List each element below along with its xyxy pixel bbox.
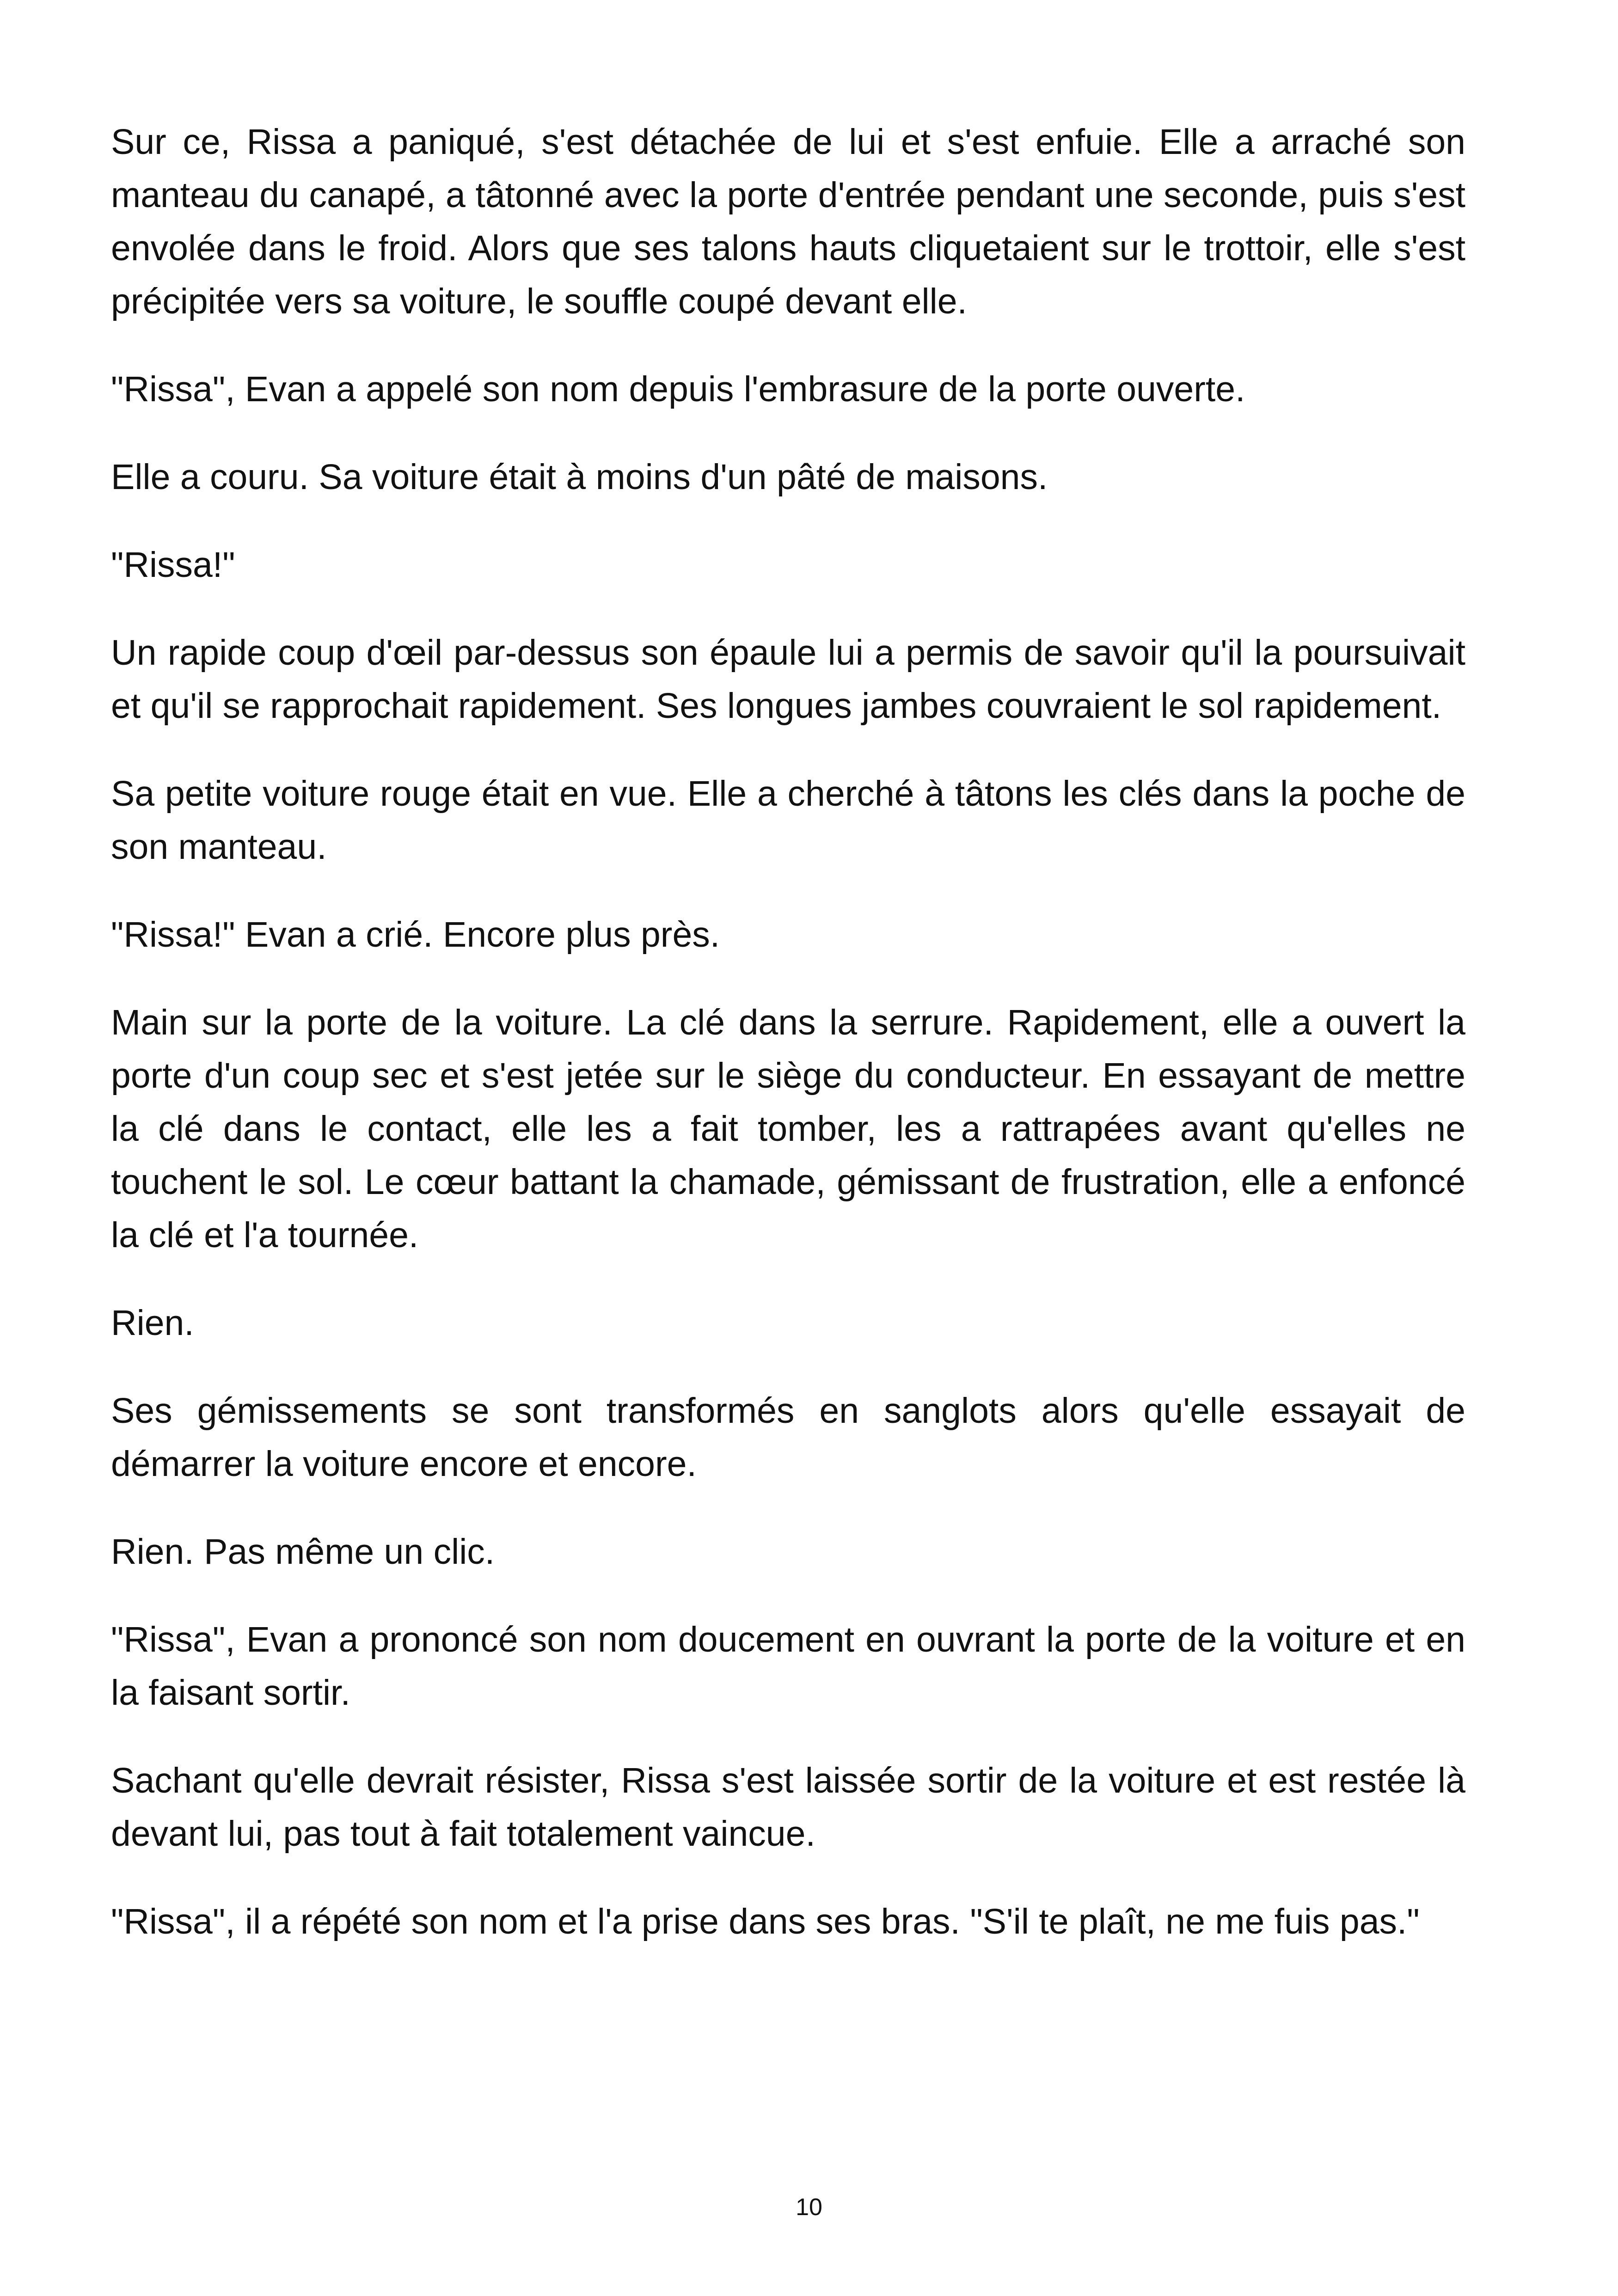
paragraph-9: Rien.: [111, 1303, 194, 1343]
paragraph-10: Ses gémissements se sont transformés en sanglots alors qu'elle essayait de démarrer la voiture encore et encore.: [111, 1391, 1465, 1484]
paragraph-3: Elle a couru. Sa voiture était à moins d'un pâté de maisons.: [111, 457, 1048, 497]
paragraph-4: "Rissa!": [111, 545, 235, 585]
paragraph-7: "Rissa!" Evan a crié. Encore plus près.: [111, 915, 720, 955]
paragraph-12: "Rissa", Evan a prononcé son nom doucement en ouvrant la porte de la voiture et en la faisant sortir.: [111, 1620, 1465, 1713]
paragraph-5: Un rapide coup d'œil par-dessus son épaule lui a permis de savoir qu'il la poursuivait et qu'il se rapprochait rapidement. Ses longues jambes couvraient le sol rapidement.: [111, 633, 1465, 726]
page-body: [111, 116, 1465, 1948]
page-number: 10: [796, 2194, 822, 2221]
paragraph-14: "Rissa", il a répété son nom et l'a prise dans ses bras. "S'il te plaît, ne me fuis pas.": [111, 1902, 1420, 1941]
paragraph-8: Main sur la porte de la voiture. La clé dans la serrure. Rapidement, elle a ouvert la porte d'un coup sec et s'est jetée sur le siège du conducteur. En essayant de mettre la clé dans le contact, elle les a fait tomber, les a rattrapées avant qu'elles ne touchent le sol. Le cœur battant la chamade, gémissant de frustration, elle a enfoncé la clé et l'a tournée.: [111, 1003, 1465, 1255]
paragraph-6: Sa petite voiture rouge était en vue. Elle a cherché à tâtons les clés dans la poche de son manteau.: [111, 774, 1465, 867]
paragraph-2: "Rissa", Evan a appelé son nom depuis l'embrasure de la porte ouverte.: [111, 369, 1245, 409]
paragraph-1: Sur ce, Rissa a paniqué, s'est détachée de lui et s'est enfuie. Elle a arraché son manteau du canapé, a tâtonné avec la porte d'entrée pendant une seconde, puis s'est envolée dans le froid. Alors que ses talons hauts cliquetaient sur le trottoir, elle s'est précipitée vers sa voiture, le souffle coupé devant elle.: [111, 122, 1465, 321]
paragraph-13: Sachant qu'elle devrait résister, Rissa s'est laissée sortir de la voiture et est restée là devant lui, pas tout à fait totalement vaincue.: [111, 1761, 1465, 1854]
paragraph-11: Rien. Pas même un clic.: [111, 1532, 495, 1572]
